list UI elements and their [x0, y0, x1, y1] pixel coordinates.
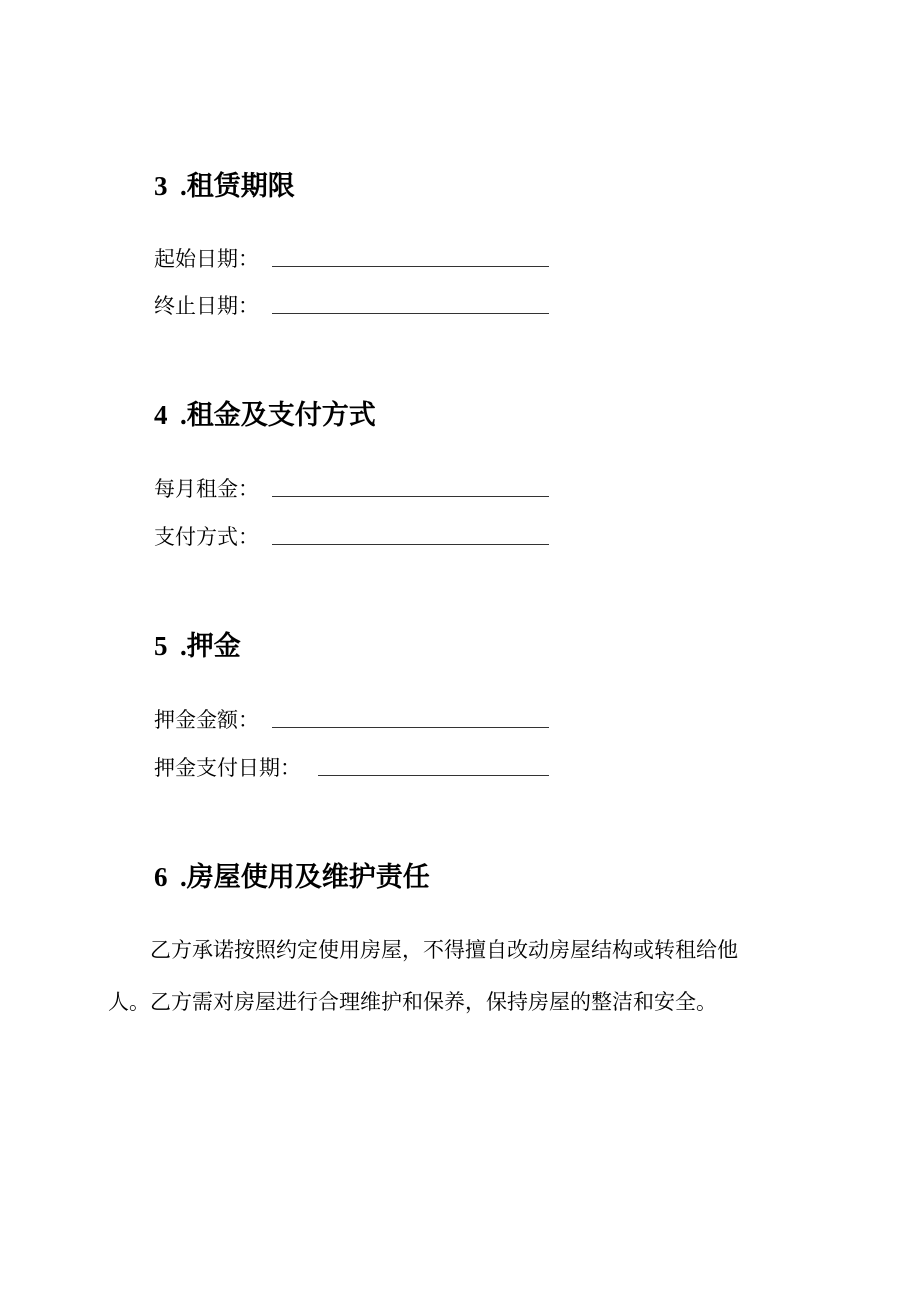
start-date-blank-line[interactable]: [272, 266, 549, 267]
section-number: 6: [154, 862, 168, 892]
deposit-payment-date-blank-line[interactable]: [318, 775, 549, 776]
payment-method-label: 支付方式：: [154, 525, 259, 549]
section-number: 4: [154, 400, 168, 430]
section-title: .租赁期限: [180, 171, 295, 201]
end-date-field[interactable]: [154, 291, 554, 321]
deposit-amount-label: 押金金额：: [154, 708, 259, 732]
section-title: .押金: [180, 631, 241, 661]
section-title: .租金及支付方式: [180, 400, 376, 430]
end-date-label: 终止日期：: [154, 294, 259, 318]
section-3-heading: [154, 170, 295, 203]
section-5-heading: [154, 630, 241, 663]
end-date-blank-line[interactable]: [272, 313, 549, 314]
section-6-paragraph: [108, 924, 808, 1028]
paragraph-line: 人。乙方需对房屋进行合理维护和保养，保持房屋的整洁和安全。: [108, 990, 717, 1014]
section-number: 3: [154, 171, 168, 201]
deposit-amount-blank-line[interactable]: [272, 727, 549, 728]
payment-method-field[interactable]: [154, 522, 554, 552]
start-date-field[interactable]: [154, 244, 554, 274]
deposit-amount-field[interactable]: [154, 705, 554, 735]
paragraph-line: 乙方承诺按照约定使用房屋，不得擅自改动房屋结构或转租给他: [108, 938, 738, 962]
deposit-payment-date-field[interactable]: [154, 753, 554, 783]
payment-method-blank-line[interactable]: [272, 544, 549, 545]
section-6-heading: [154, 861, 430, 894]
monthly-rent-field[interactable]: [154, 474, 554, 504]
monthly-rent-label: 每月租金：: [154, 477, 259, 501]
section-number: 5: [154, 631, 168, 661]
deposit-payment-date-label: 押金支付日期：: [154, 756, 301, 780]
section-title: .房屋使用及维护责任: [180, 862, 430, 892]
start-date-label: 起始日期：: [154, 247, 259, 271]
section-4-heading: [154, 399, 376, 432]
monthly-rent-blank-line[interactable]: [272, 496, 549, 497]
